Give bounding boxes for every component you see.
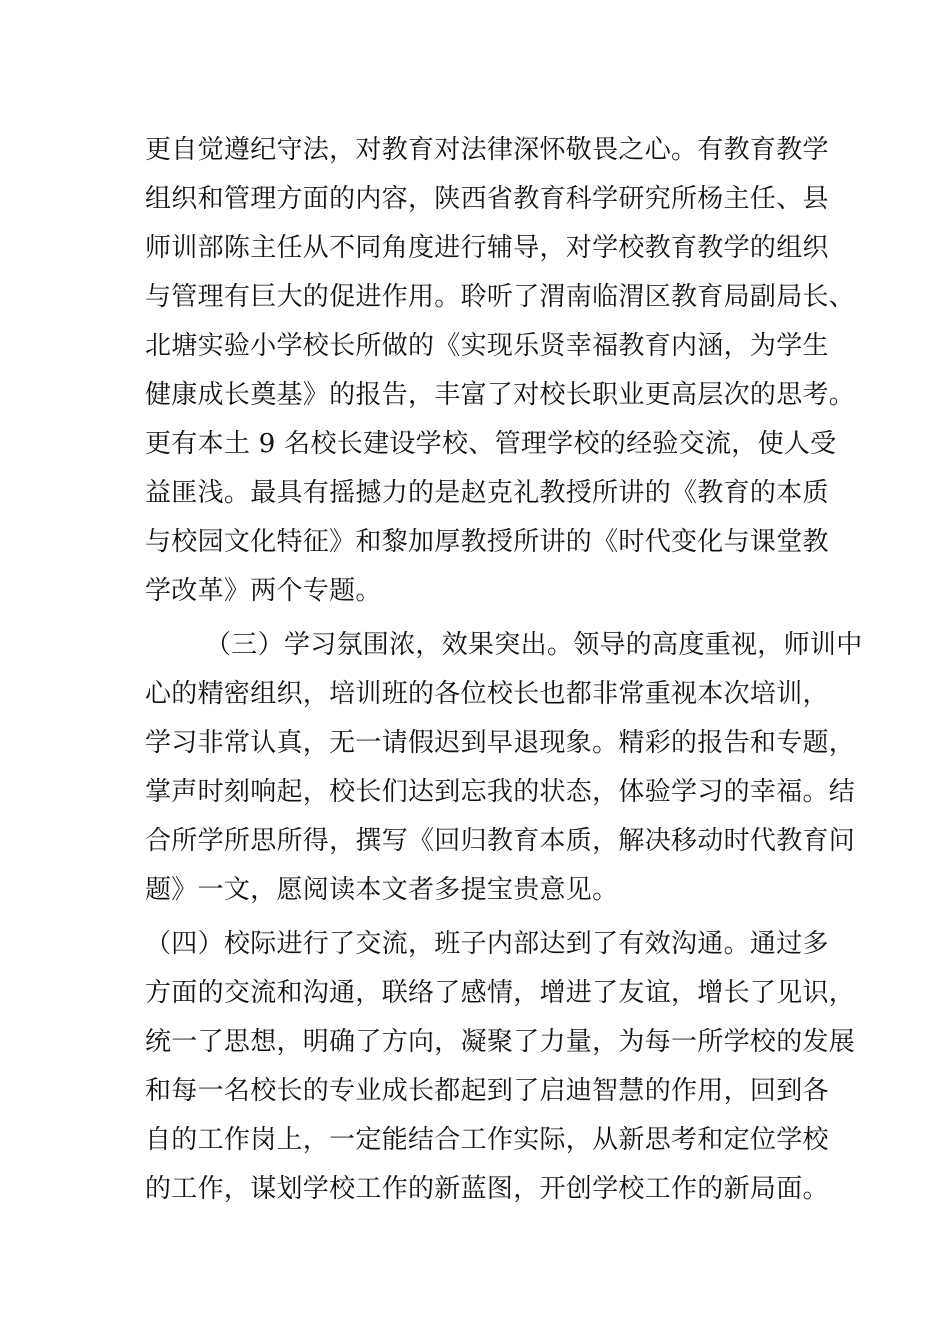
paragraph-line: 题》一文，愿阅读本文者多提宝贵意见。 <box>145 875 619 905</box>
paragraph-line: 学改革》两个专题。 <box>145 576 382 606</box>
paragraph-line: 的工作，谋划学校工作的新蓝图，开创学校工作的新局面。 <box>145 1174 829 1204</box>
paragraph-line: 更自觉遵纪守法，对教育对法律深怀敬畏之心。有教育教学 <box>145 135 829 165</box>
paragraph-line: 自的工作岗上，一定能结合工作实际，从新思考和定位学校 <box>145 1125 829 1155</box>
paragraph-line: 方面的交流和沟通，联络了感情，增进了友谊，增长了见识， <box>145 978 856 1008</box>
paragraph-line: 学习非常认真，无一请假迟到早退现象。精彩的报告和专题， <box>145 728 856 758</box>
paragraph-line: 与校园文化特征》和黎加厚教授所讲的《时代变化与课堂教 <box>145 527 829 557</box>
section-heading-three: （三）学习氛围浓，效果突出。领导的高度重视，师训中 <box>205 630 863 660</box>
paragraph-line: 更有本土 9 名校长建设学校、管理学校的经验交流，使人受 <box>145 429 837 459</box>
paragraph-line: 掌声时刻响起，校长们达到忘我的状态，体验学习的幸福。结 <box>145 777 856 807</box>
paragraph-line: 统一了思想，明确了方向，凝聚了力量，为每一所学校的发展 <box>145 1027 856 1057</box>
paragraph-line: 益匪浅。最具有摇撼力的是赵克礼教授所讲的《教育的本质 <box>145 478 829 508</box>
paragraph-line: 合所学所思所得，撰写《回归教育本质，解决移动时代教育问 <box>145 826 856 856</box>
paragraph-line: 和每一名校长的专业成长都起到了启迪智慧的作用，回到各 <box>145 1076 829 1106</box>
section-heading-four: （四）校际进行了交流，班子内部达到了有效沟通。通过多 <box>145 929 829 959</box>
paragraph-line: 与管理有巨大的促进作用。聆听了渭南临渭区教育局副局长、 <box>145 282 856 312</box>
paragraph-line: 健康成长奠基》的报告，丰富了对校长职业更高层次的思考。 <box>145 380 856 410</box>
paragraph-line: 北塘实验小学校长所做的《实现乐贤幸福教育内涵，为学生 <box>145 331 829 361</box>
paragraph-line: 组织和管理方面的内容，陕西省教育科学研究所杨主任、县 <box>145 184 829 214</box>
paragraph-line: 心的精密组织，培训班的各位校长也都非常重视本次培训， <box>145 679 829 709</box>
paragraph-line: 师训部陈主任从不同角度进行辅导，对学校教育教学的组织 <box>145 233 829 263</box>
